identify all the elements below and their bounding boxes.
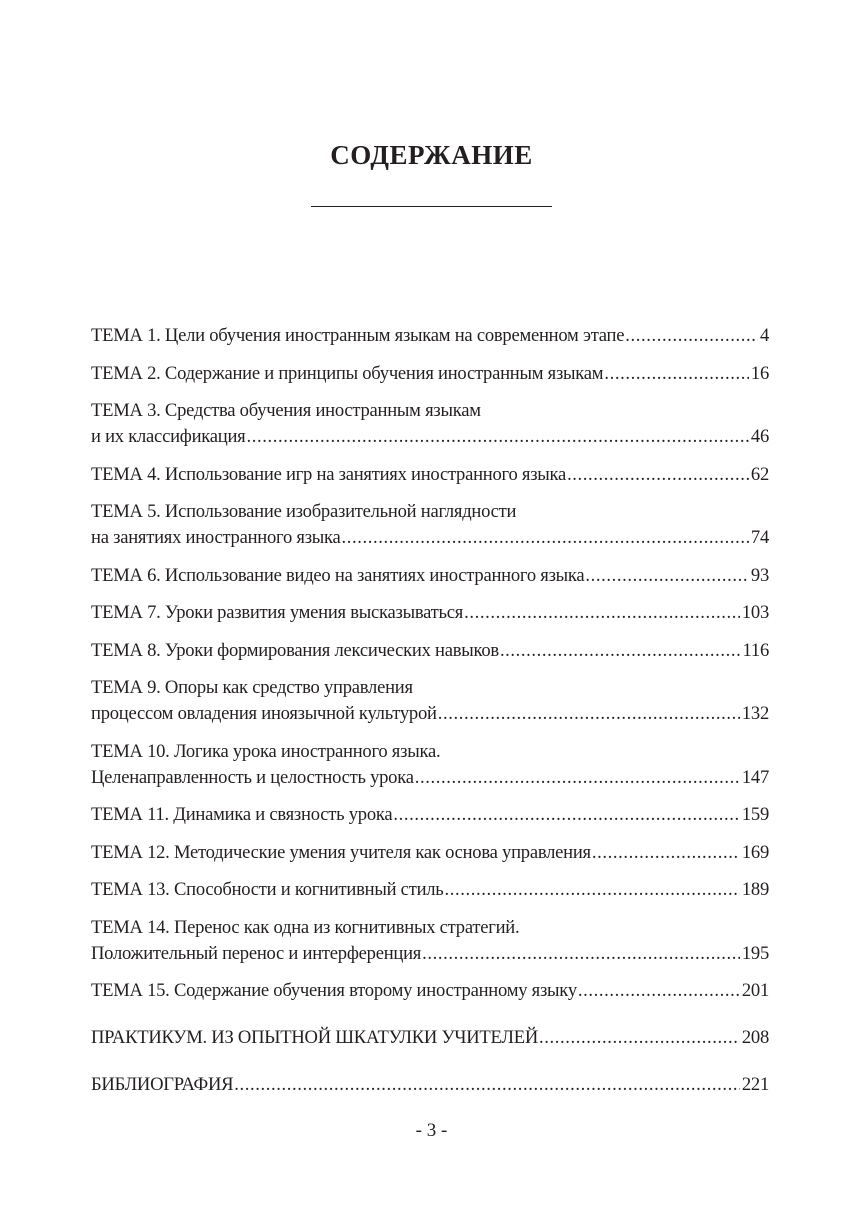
toc-page-number: 62 (750, 463, 769, 485)
dot-leader (234, 1072, 740, 1098)
toc-entry-title: ТЕМА 11. Динамика и связность урока (91, 804, 393, 825)
toc-entry[interactable] (91, 499, 769, 551)
dot-leader (415, 765, 740, 791)
toc-entry-title: ТЕМА 2. Содержание и принципы обучения иностранным языкам (91, 362, 604, 384)
toc-entry-line (91, 978, 769, 1004)
toc-entry-line (91, 840, 769, 866)
toc-entry-title-line: ТЕМА 3. Средства обучения иностранным языкам (91, 400, 481, 421)
toc-entry-title: ТЕМА 13. Способности и когнитивный стиль (91, 879, 444, 900)
toc-page-number: 132 (741, 703, 769, 724)
dot-leader (246, 424, 748, 450)
toc-page-number: 159 (741, 804, 769, 825)
page-title: СОДЕРЖАНИЕ (330, 140, 533, 170)
dot-leader (578, 978, 740, 1004)
toc-page-number: 16 (750, 362, 769, 384)
toc-entry[interactable] (91, 398, 769, 450)
toc-page-number: 4 (759, 325, 769, 346)
toc-entry-title: ТЕМА 7. Уроки развития умения высказываться (91, 602, 464, 623)
toc-entry-line (91, 638, 769, 664)
toc-entry-title: ПРАКТИКУМ. ИЗ ОПЫТНОЙ ШКАТУЛКИ УЧИТЕЛЕЙ (91, 1027, 539, 1048)
toc-entry-line (91, 424, 769, 450)
toc-entry-title: Положительный перенос и интерференция (91, 942, 422, 964)
toc-page-number: 195 (741, 942, 769, 964)
toc-entry-line (91, 462, 769, 488)
toc-entry[interactable] (91, 739, 769, 791)
toc-entry-line (91, 323, 769, 349)
dot-leader (539, 1025, 740, 1051)
toc-page-number: 189 (741, 879, 769, 900)
toc-page-number: 46 (750, 426, 769, 447)
toc-entry-title-line: ТЕМА 14. Перенос как одна из когнитивных стратегий. (91, 916, 520, 938)
toc-page-number: 147 (741, 766, 769, 788)
toc-entry[interactable] (91, 877, 769, 903)
dot-leader (604, 361, 749, 387)
toc-entry[interactable] (91, 323, 769, 349)
toc-entry-title: БИБЛИОГРАФИЯ (91, 1074, 234, 1095)
toc-entry-line (91, 765, 769, 791)
toc-page-number: 221 (741, 1074, 769, 1095)
dot-leader (438, 701, 740, 727)
toc-page-number: 116 (742, 639, 769, 661)
toc-entry[interactable] (91, 462, 769, 488)
dot-leader (592, 840, 740, 866)
toc-entry-title: процессом овладения иноязычной культурой (91, 703, 437, 724)
toc-entry-line (91, 701, 769, 727)
toc-entry-line (91, 600, 769, 626)
toc-entry-line (91, 802, 769, 828)
page-number: - 3 - (415, 1120, 448, 1141)
toc-entry-line (91, 1025, 769, 1051)
dot-leader (342, 525, 749, 551)
toc-entry-line (91, 361, 769, 387)
toc-page-number: 208 (741, 1027, 769, 1048)
toc-entry-title: ТЕМА 4. Использование игр на занятиях иностранного языка (91, 463, 567, 485)
toc-entry-title-line: ТЕМА 5. Использование изобразительной наглядности (91, 501, 517, 522)
dot-leader (567, 462, 749, 488)
toc-entry-line (91, 1072, 769, 1098)
dot-leader (585, 563, 748, 589)
toc-entry[interactable] (91, 978, 769, 1004)
toc-entry[interactable] (91, 1025, 769, 1051)
toc-entry-title: ТЕМА 8. Уроки формирования лексических навыков (91, 639, 499, 661)
toc-entry[interactable] (91, 915, 769, 967)
dot-leader (393, 802, 739, 828)
toc-entry-title: ТЕМА 12. Методические умения учителя как основа управления (91, 841, 591, 863)
toc-entry-title-line: ТЕМА 10. Логика урока иностранного языка. (91, 740, 441, 762)
toc-entry[interactable] (91, 600, 769, 626)
toc-entry[interactable] (91, 675, 769, 727)
toc-entry-title: и их классификация (91, 426, 246, 447)
toc-entry-line (91, 563, 769, 589)
dot-leader (500, 638, 741, 664)
table-of-contents (91, 323, 769, 1110)
toc-page-number: 103 (741, 602, 769, 623)
dot-leader (422, 941, 740, 967)
toc-entry-title: Целенаправленность и целостность урока (91, 766, 414, 788)
toc-entry[interactable] (91, 638, 769, 664)
toc-entry-line (91, 525, 769, 551)
toc-entry-title: на занятиях иностранного языка (91, 527, 341, 548)
toc-page-number: 169 (741, 841, 769, 863)
title-divider (311, 206, 552, 207)
dot-leader (625, 323, 758, 349)
dot-leader (445, 877, 740, 903)
toc-entry[interactable] (91, 840, 769, 866)
toc-entry-line (91, 877, 769, 903)
toc-entry[interactable] (91, 1072, 769, 1098)
toc-entry-title-line: ТЕМА 9. Опоры как средство управления (91, 677, 413, 698)
toc-page-number: 201 (741, 980, 769, 1001)
toc-entry[interactable] (91, 361, 769, 387)
toc-page-number: 93 (750, 564, 769, 586)
toc-entry-title: ТЕМА 15. Содержание обучения второму иностранному языку (91, 980, 577, 1001)
toc-entry-title: ТЕМА 6. Использование видео на занятиях иностранного языка (91, 564, 585, 586)
toc-entry[interactable] (91, 802, 769, 828)
toc-entry-line (91, 941, 769, 967)
toc-entry-title: ТЕМА 1. Цели обучения иностранным языкам на современном этапе (91, 325, 625, 346)
dot-leader (464, 600, 740, 626)
toc-page-number: 74 (750, 527, 769, 548)
toc-entry[interactable] (91, 563, 769, 589)
